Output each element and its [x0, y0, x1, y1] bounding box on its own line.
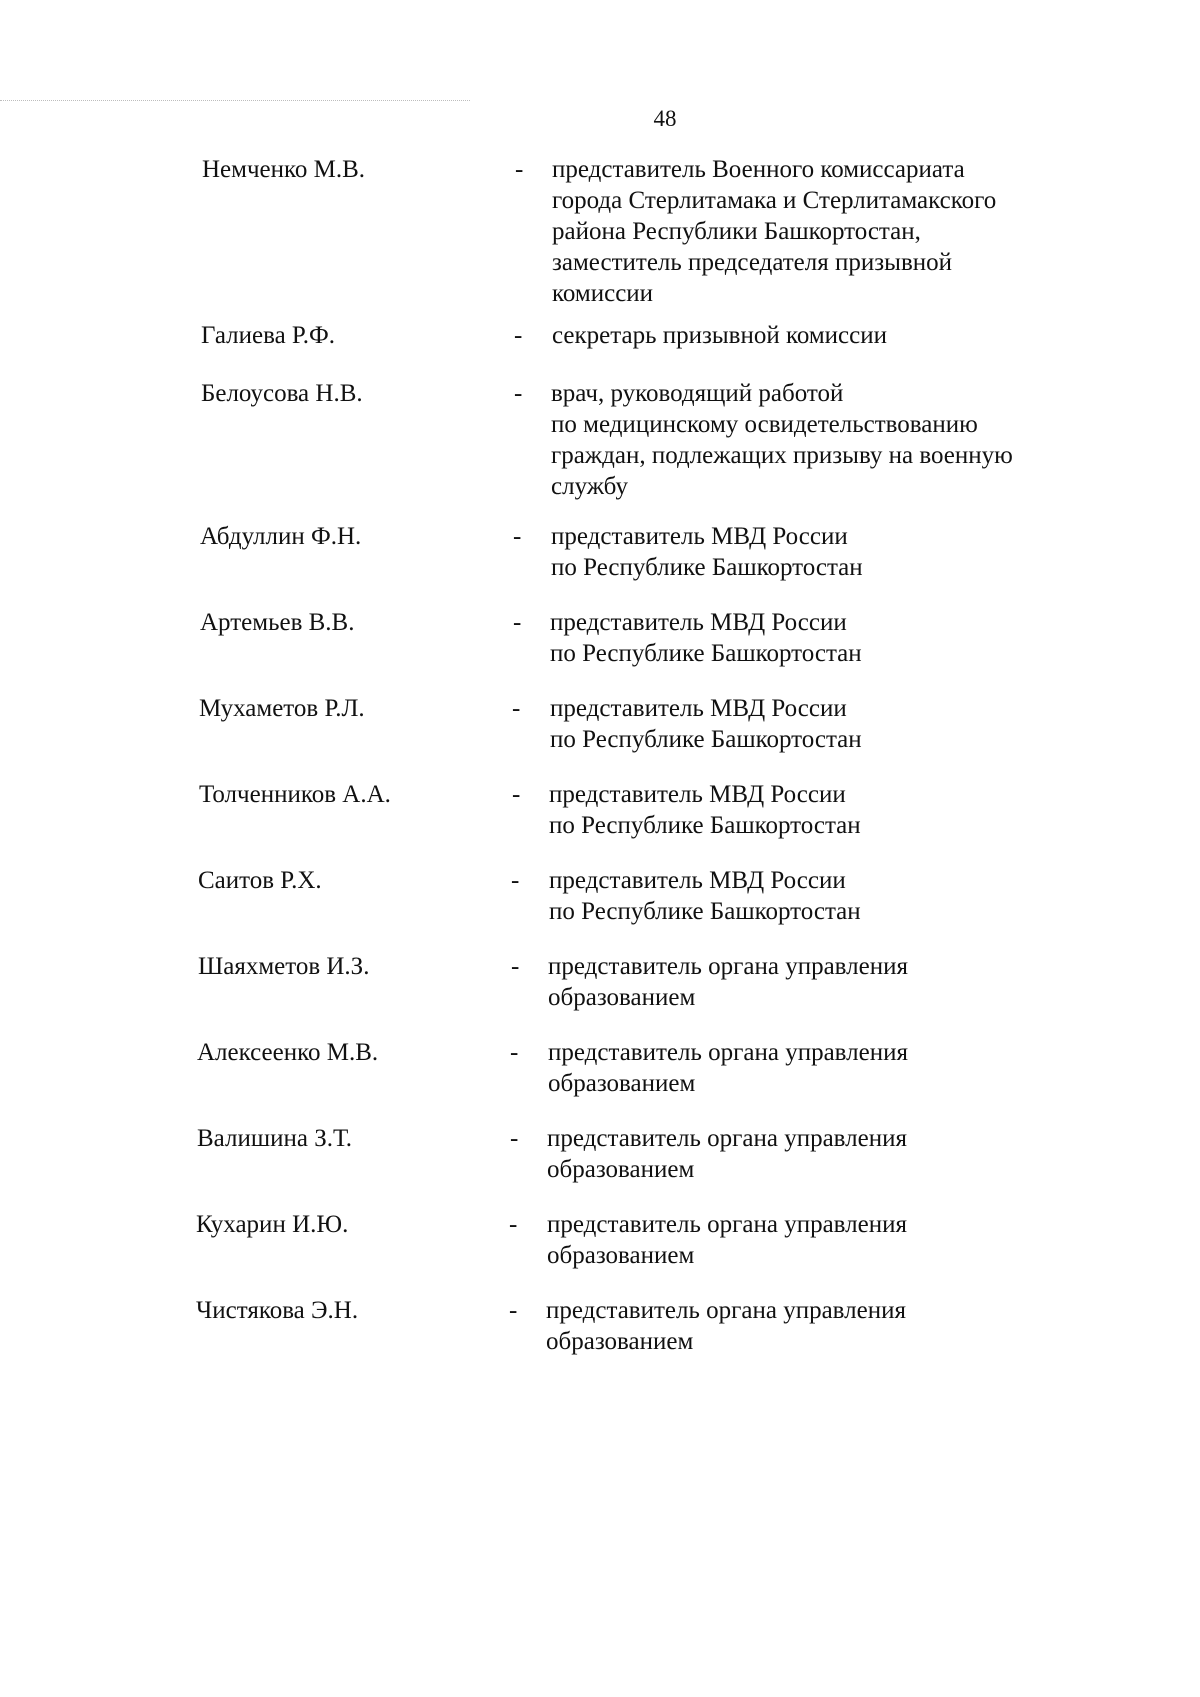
member-name: Толченников А.А. [199, 781, 391, 808]
role-line: граждан, подлежащих призыву на военную [551, 442, 1013, 469]
member-name: Артемьев В.В. [200, 609, 355, 636]
role-line: по медицинскому освидетельствованию [551, 411, 978, 438]
member-name: Абдуллин Ф.Н. [200, 523, 362, 550]
role-line: секретарь призывной комиссии [552, 322, 888, 349]
role-line: представитель МВД России [549, 867, 846, 894]
member-role [550, 607, 862, 669]
dash-separator: - [510, 1039, 519, 1066]
role-line: комиссии [552, 280, 654, 307]
role-line: заместитель председателя призывной [552, 249, 952, 276]
role-line: образованием [548, 1070, 696, 1097]
member-name: Саитов Р.Х. [198, 867, 322, 894]
dash-separator: - [511, 867, 520, 894]
role-line: представитель органа управления [548, 953, 908, 980]
member-name: Валишина З.Т. [197, 1125, 352, 1152]
role-line: образованием [547, 1156, 695, 1183]
role-line: представитель Военного комиссариата [552, 156, 965, 183]
dash-separator: - [510, 1125, 519, 1152]
member-role [551, 378, 1013, 502]
role-line: образованием [546, 1328, 694, 1355]
dash-separator: - [509, 1297, 518, 1324]
member-name: Шаяхметов И.З. [198, 953, 370, 980]
member-name: Галиева Р.Ф. [201, 322, 335, 349]
role-line: представитель МВД России [550, 695, 847, 722]
member-name: Мухаметов Р.Л. [199, 695, 365, 722]
member-name: Немченко М.В. [202, 156, 366, 183]
role-line: представитель органа управления [547, 1211, 907, 1238]
role-line: представитель МВД России [551, 523, 848, 550]
role-line: города Стерлитамака и Стерлитамакского [552, 187, 997, 214]
role-line: образованием [548, 984, 696, 1011]
role-line: службу [551, 473, 628, 500]
role-line: образованием [547, 1242, 695, 1269]
role-line: врач, руководящий работой [551, 380, 844, 407]
member-role [548, 951, 908, 1013]
role-line: района Республики Башкортостан, [552, 218, 921, 245]
role-line: по Республике Башкортостан [550, 726, 862, 753]
member-name: Алексеенко М.В. [197, 1039, 379, 1066]
dash-separator: - [509, 1211, 518, 1238]
role-line: по Республике Башкортостан [550, 640, 862, 667]
role-line: представитель органа управления [547, 1125, 907, 1152]
dash-separator: - [512, 695, 521, 722]
dash-separator: - [514, 380, 523, 407]
member-role [548, 1037, 908, 1099]
member-role [552, 154, 996, 309]
scan-edge-line [0, 100, 470, 101]
role-line: по Республике Башкортостан [551, 554, 863, 581]
page-number: 48 [653, 106, 677, 131]
member-role [546, 1295, 906, 1357]
member-name: Кухарин И.Ю. [196, 1211, 349, 1238]
dash-separator: - [514, 322, 523, 349]
dash-separator: - [513, 609, 522, 636]
role-line: представитель МВД России [549, 781, 846, 808]
dash-separator: - [513, 523, 522, 550]
role-line: по Республике Башкортостан [549, 812, 861, 839]
member-name: Чистякова Э.Н. [196, 1297, 359, 1324]
role-line: представитель МВД России [550, 609, 847, 636]
dash-separator: - [511, 953, 520, 980]
role-line: представитель органа управления [546, 1297, 906, 1324]
member-role [547, 1123, 907, 1185]
member-name: Белоусова Н.В. [201, 380, 363, 407]
member-role [551, 521, 863, 583]
dash-separator: - [512, 781, 521, 808]
member-role [550, 693, 862, 755]
member-role [549, 779, 861, 841]
role-line: по Республике Башкортостан [549, 898, 861, 925]
member-role [547, 1209, 907, 1271]
dash-separator: - [515, 156, 524, 183]
role-line: представитель органа управления [548, 1039, 908, 1066]
member-role [549, 865, 861, 927]
member-role [552, 320, 887, 351]
